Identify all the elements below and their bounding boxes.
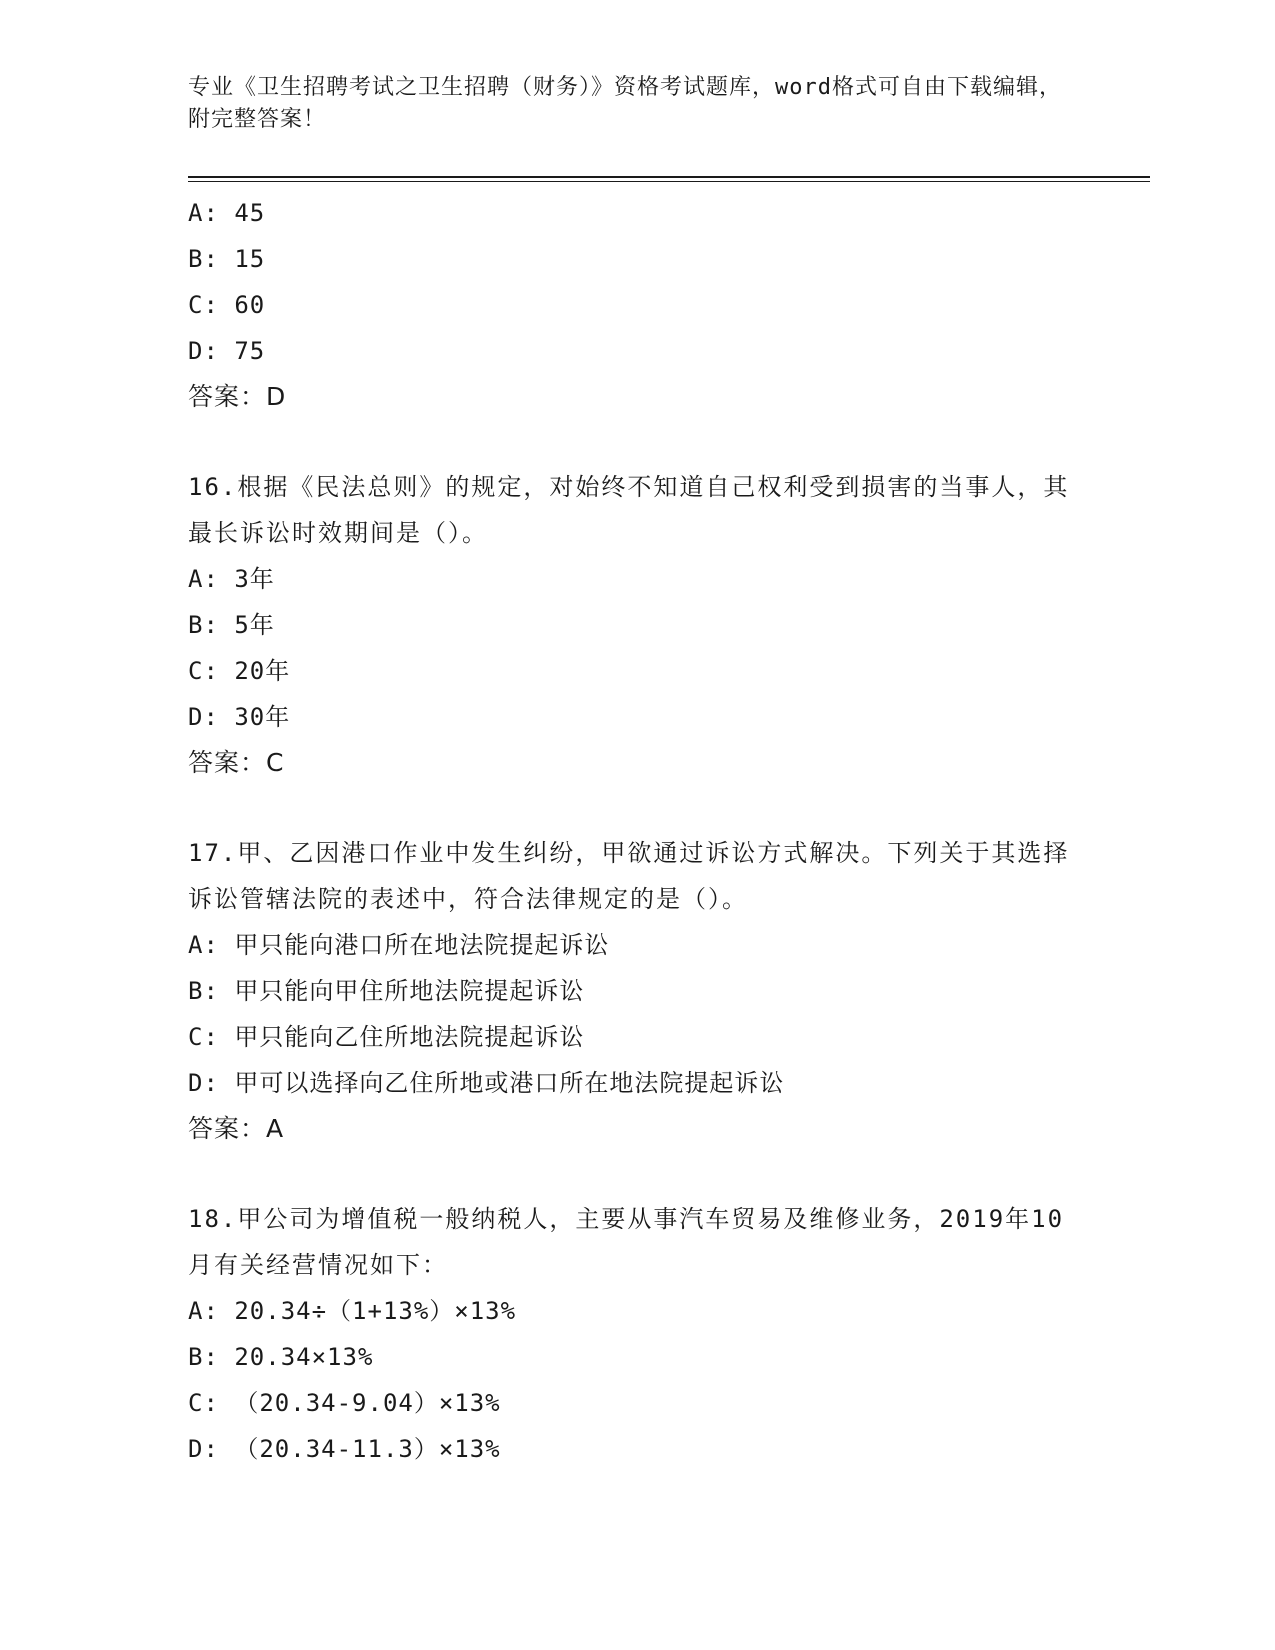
header-divider-thick <box>188 176 1150 178</box>
option-b: B: 20.34×13% <box>188 1343 374 1371</box>
answer-line: 答案：C <box>188 748 285 777</box>
question-text: 16.根据《民法总则》的规定，对始终不知道自己权利受到损害的当事人，其最长诉讼时效期间是（）。 <box>188 473 1070 547</box>
option-c: C: （20.34-9.04）×13% <box>188 1389 501 1417</box>
answer-line: 答案：A <box>188 1114 285 1143</box>
option-c: C: 20年 <box>188 657 291 685</box>
question-list <box>188 190 1088 1472</box>
question-block-17 <box>188 830 1088 1152</box>
question-block-15 <box>188 190 1088 420</box>
header-divider-thin <box>188 181 1150 182</box>
question-block-18 <box>188 1196 1088 1472</box>
option-d: D: 30年 <box>188 703 291 731</box>
question-text: 18.甲公司为增值税一般纳税人，主要从事汽车贸易及维修业务，2019年10月有关经营情况如下： <box>188 1205 1065 1279</box>
option-b: B: 5年 <box>188 611 275 639</box>
header-title: 专业《卫生招聘考试之卫生招聘（财务）》资格考试题库，word格式可自由下载编辑，附完整答案！ <box>188 75 1062 132</box>
document-header <box>188 72 1068 136</box>
option-c: C: 60 <box>188 291 266 319</box>
option-a: A: 甲只能向港口所在地法院提起诉讼 <box>188 931 610 959</box>
option-b: B: 15 <box>188 245 266 273</box>
option-a: A: 45 <box>188 199 266 227</box>
question-text: 17.甲、乙因港口作业中发生纠纷，甲欲通过诉讼方式解决。下列关于其选择诉讼管辖法院的表述中，符合法律规定的是（）。 <box>188 839 1070 913</box>
option-a: A: 3年 <box>188 565 275 593</box>
option-c: C: 甲只能向乙住所地法院提起诉讼 <box>188 1023 585 1051</box>
option-d: D: （20.34-11.3）×13% <box>188 1435 501 1463</box>
option-b: B: 甲只能向甲住所地法院提起诉讼 <box>188 977 585 1005</box>
option-a: A: 20.34÷（1+13%）×13% <box>188 1297 517 1325</box>
answer-line: 答案：D <box>188 382 287 411</box>
option-d: D: 甲可以选择向乙住所地或港口所在地法院提起诉讼 <box>188 1069 785 1097</box>
question-block-16 <box>188 464 1088 786</box>
option-d: D: 75 <box>188 337 266 365</box>
